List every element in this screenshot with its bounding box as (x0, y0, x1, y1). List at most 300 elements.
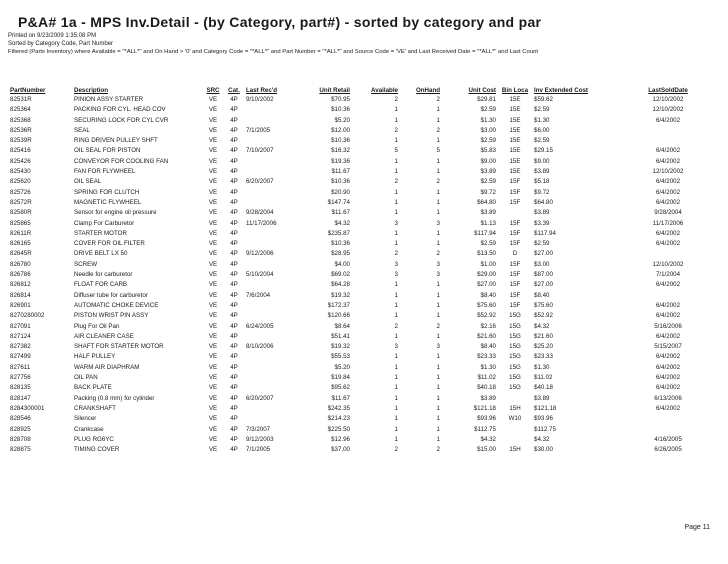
cell-unit-cost: $8.40 (480, 291, 496, 299)
cell-description: Packing (0.8 mm) for cylinder (74, 394, 155, 402)
cell-part-number: 828875 (10, 446, 31, 454)
table-row (8, 383, 724, 393)
cell-on-hand: 1 (436, 415, 440, 423)
cell-on-hand: 1 (436, 291, 440, 299)
cell-unit-retail: $37.00 (331, 446, 350, 454)
cell-unit-cost: $2.59 (480, 178, 496, 186)
cell-inv-extended-cost: $25.20 (534, 343, 553, 351)
cell-last-received (244, 116, 296, 126)
cell-unit-cost: $4.32 (480, 435, 496, 443)
cell-available: 1 (394, 209, 398, 217)
cell-part-number: 825416 (10, 147, 31, 155)
cell-inv-extended-cost: $11.02 (534, 374, 553, 382)
cell-last-sold-date (612, 425, 724, 435)
cell-last-received (244, 363, 296, 373)
column-header-part-number: PartNumber (10, 87, 46, 94)
cell-part-number: 826165 (10, 240, 31, 248)
cell-unit-retail: $20.90 (331, 188, 350, 196)
cell-last-received: 6/24/2005 (246, 322, 274, 330)
cell-last-received (244, 239, 296, 249)
printed-date: Printed on 9/23/2009 1:35:08 PM (8, 33, 97, 39)
cell-unit-cost: $40.18 (477, 384, 496, 392)
cell-src: VE (208, 209, 218, 217)
table-row (8, 105, 724, 115)
table-row (8, 208, 724, 218)
cell-unit-retail: $11.67 (331, 394, 350, 402)
cell-available: 3 (394, 260, 398, 268)
cell-inv-extended-cost: $3.89 (534, 394, 550, 402)
cell-available: 3 (394, 343, 398, 351)
cell-unit-cost: $2.16 (480, 322, 496, 330)
cell-cat: 4P (230, 116, 238, 124)
cell-unit-retail: $69.02 (331, 271, 350, 279)
column-header-available: Available (371, 87, 398, 94)
table-row (8, 116, 724, 126)
table-row (8, 311, 724, 321)
cell-unit-retail: $214.23 (327, 415, 350, 423)
table-row (8, 445, 724, 455)
cell-part-number: 825426 (10, 157, 31, 165)
table-row (8, 404, 724, 414)
cell-on-hand: 1 (436, 332, 440, 340)
cell-last-received (244, 229, 296, 239)
cell-last-received: 9/12/2003 (246, 435, 274, 443)
cell-last-sold-date: 6/4/2002 (655, 198, 681, 206)
table-row (8, 260, 724, 270)
cell-last-received (244, 188, 296, 198)
cell-cat: 4P (230, 240, 238, 248)
cell-bin-location: 15G (509, 322, 521, 330)
cell-on-hand: 1 (436, 209, 440, 217)
cell-available: 1 (394, 116, 398, 124)
cell-cat: 4P (230, 404, 238, 412)
cell-src: VE (208, 363, 218, 371)
cell-bin-location: 15E (509, 116, 521, 124)
cell-src: VE (208, 446, 218, 454)
cell-cat: 4P (230, 394, 238, 402)
cell-part-number: 828546 (10, 415, 31, 423)
cell-inv-extended-cost: $59.62 (534, 96, 553, 103)
filter-info: Filtered (Parts Inventory) where Available = "*ALL*" and On Hand > '0' and Category Code = "*ALL*" and Part Number = "*ALL*" and Source Code = 'VE' and Last Received Date = "*ALL*" and Last Count (8, 49, 538, 55)
cell-cat: 4P (230, 219, 238, 227)
cell-on-hand: 1 (436, 301, 440, 309)
cell-part-number: 82572R (10, 198, 32, 206)
table-row (8, 167, 724, 177)
cell-on-hand: 1 (436, 384, 440, 392)
cell-part-number: 825726 (10, 188, 31, 196)
cell-inv-extended-cost: $117.94 (534, 229, 556, 237)
cell-unit-retail: $10.36 (331, 178, 350, 186)
cell-last-sold-date: 6/4/2002 (655, 353, 681, 361)
cell-available: 2 (394, 322, 398, 330)
cell-available: 1 (394, 106, 398, 114)
cell-on-hand: 2 (436, 446, 440, 454)
cell-available: 2 (394, 446, 398, 454)
cell-inv-extended-cost: $4.32 (534, 322, 550, 330)
cell-src: VE (208, 188, 218, 196)
cell-on-hand: 5 (436, 147, 440, 155)
cell-last-received: 9/10/2002 (246, 96, 274, 103)
cell-available: 1 (394, 168, 398, 176)
cell-part-number: 82611R (10, 229, 32, 237)
cell-description: Needle for carburetor (74, 271, 133, 279)
cell-last-received (244, 352, 296, 362)
cell-cat: 4P (230, 271, 238, 279)
cell-unit-retail: $120.66 (327, 312, 350, 320)
cell-last-received (244, 332, 296, 342)
cell-inv-extended-cost: $75.60 (534, 301, 553, 309)
cell-last-sold-date: 12/10/2002 (652, 106, 684, 114)
cell-unit-retail: $8.64 (334, 322, 350, 330)
cell-part-number: 825368 (10, 116, 31, 124)
cell-src: VE (208, 281, 218, 289)
cell-last-received (244, 280, 296, 290)
cell-unit-retail: $11.67 (331, 209, 350, 217)
cell-description: FLOAT FOR CARB (74, 281, 128, 289)
cell-description: BACK PLATE (74, 384, 112, 392)
cell-description: Clamp For Carburetor (74, 219, 135, 227)
cell-unit-retail: $19.36 (331, 157, 350, 165)
table-row (8, 301, 724, 311)
cell-cat: 4P (230, 332, 238, 340)
column-header-unit-cost: Unit Cost (468, 87, 496, 94)
cell-on-hand: 1 (436, 425, 440, 433)
cell-on-hand: 1 (436, 157, 440, 165)
cell-description: OIL SEAL (74, 178, 102, 186)
cell-src: VE (208, 229, 218, 237)
table-row (8, 425, 724, 435)
table-row (8, 280, 724, 290)
cell-inv-extended-cost: $2.59 (534, 106, 550, 114)
cell-bin-location: 15H (509, 404, 521, 412)
cell-last-sold-date: 6/4/2002 (655, 178, 681, 186)
cell-on-hand: 3 (436, 343, 440, 351)
cell-unit-cost: $15.00 (477, 446, 496, 454)
cell-cat: 4P (230, 353, 238, 361)
cell-last-sold-date: 6/4/2002 (655, 281, 681, 289)
cell-part-number: 826812 (10, 281, 31, 289)
cell-available: 1 (394, 425, 398, 433)
cell-part-number: 827611 (10, 363, 31, 371)
cell-inv-extended-cost: $30.00 (534, 446, 553, 454)
cell-unit-retail: $16.32 (331, 147, 350, 155)
table-row (8, 177, 724, 187)
cell-part-number: 827091 (10, 322, 31, 330)
cell-cat: 4P (230, 363, 238, 371)
cell-available: 1 (394, 312, 398, 320)
table-header-row (8, 86, 724, 95)
cell-bin-location: 15G (509, 343, 521, 351)
cell-description: PISTON WRIST PIN ASSY (74, 312, 149, 320)
cell-unit-retail: $64.28 (331, 281, 350, 289)
cell-available: 1 (394, 137, 398, 145)
cell-last-sold-date (612, 126, 724, 136)
cell-src: VE (208, 332, 218, 340)
cell-part-number: 82531R (10, 96, 32, 103)
cell-available: 1 (394, 157, 398, 165)
cell-src: VE (208, 106, 218, 114)
cell-last-sold-date: 6/4/2002 (655, 240, 681, 248)
cell-last-sold-date: 9/28/2004 (654, 209, 682, 217)
cell-unit-cost: $2.59 (480, 106, 496, 114)
cell-inv-extended-cost: $93.96 (534, 415, 553, 423)
cell-bin-location: 15F (509, 281, 521, 289)
cell-src: VE (208, 219, 218, 227)
cell-on-hand: 2 (436, 178, 440, 186)
cell-inv-extended-cost: $9.72 (534, 188, 550, 196)
cell-cat: 4P (230, 446, 238, 454)
cell-unit-cost: $3.89 (480, 394, 496, 402)
cell-bin-location (498, 208, 532, 218)
cell-bin-location: 15E (509, 106, 521, 114)
table-row (8, 95, 724, 105)
cell-last-sold-date: 6/4/2002 (655, 147, 681, 155)
column-header-bin-location: Bin Loca (501, 87, 529, 94)
cell-last-received (244, 157, 296, 167)
cell-last-sold-date (612, 414, 724, 424)
column-header-on-hand: OnHand (415, 87, 440, 94)
cell-unit-retail: $28.95 (331, 250, 350, 258)
cell-description: Crankcase (74, 425, 104, 433)
cell-available: 2 (394, 96, 398, 103)
cell-bin-location: 15F (509, 198, 521, 206)
cell-src: VE (208, 116, 218, 124)
cell-last-sold-date: 12/10/2002 (652, 96, 684, 103)
cell-available: 1 (394, 332, 398, 340)
cell-src: VE (208, 96, 218, 103)
cell-inv-extended-cost: $27.00 (534, 281, 553, 289)
cell-unit-cost: $3.89 (480, 168, 496, 176)
cell-available: 1 (394, 353, 398, 361)
cell-unit-cost: $8.40 (480, 343, 496, 351)
cell-last-sold-date: 6/4/2002 (655, 188, 681, 196)
cell-available: 1 (394, 374, 398, 382)
table-row (8, 291, 724, 301)
cell-cat: 4P (230, 209, 238, 217)
cell-src: VE (208, 301, 218, 309)
cell-bin-location: 15F (509, 240, 521, 248)
cell-cat: 4P (230, 343, 238, 351)
cell-cat: 4P (230, 229, 238, 237)
cell-on-hand: 2 (436, 126, 440, 134)
cell-part-number: 82580R (10, 209, 32, 217)
cell-src: VE (208, 240, 218, 248)
cell-unit-cost: $64.80 (477, 198, 496, 206)
cell-cat: 4P (230, 281, 238, 289)
cell-available: 1 (394, 229, 398, 237)
cell-last-received (244, 414, 296, 424)
cell-last-received: 6/20/2007 (246, 178, 274, 186)
cell-inv-extended-cost: $21.60 (534, 332, 553, 340)
cell-part-number: 828925 (10, 425, 31, 433)
cell-description: OIL PAN (74, 374, 98, 382)
cell-on-hand: 1 (436, 363, 440, 371)
cell-src: VE (208, 415, 218, 423)
cell-unit-cost: $11.02 (477, 374, 496, 382)
cell-on-hand: 2 (436, 96, 440, 103)
table-row (8, 342, 724, 352)
cell-unit-cost: $3.00 (480, 126, 496, 134)
cell-last-received (244, 311, 296, 321)
cell-unit-cost: $2.59 (480, 137, 496, 145)
cell-inv-extended-cost: $52.92 (534, 312, 553, 320)
table-row (8, 146, 724, 156)
cell-bin-location: 15E (509, 168, 521, 176)
cell-unit-retail: $12.00 (331, 126, 350, 134)
cell-available: 1 (394, 394, 398, 402)
cell-description: SCREW (74, 260, 98, 268)
cell-unit-retail: $95.62 (331, 384, 350, 392)
cell-unit-cost: $21.60 (477, 332, 496, 340)
cell-on-hand: 1 (436, 229, 440, 237)
cell-unit-cost: $3.89 (480, 209, 496, 217)
cell-inv-extended-cost: $2.59 (534, 137, 550, 145)
cell-bin-location: 15H (509, 446, 521, 454)
cell-part-number: 827756 (10, 374, 31, 382)
cell-src: VE (208, 394, 218, 402)
cell-bin-location: 15F (509, 219, 521, 227)
cell-inv-extended-cost: $1.30 (534, 363, 550, 371)
cell-cat: 4P (230, 260, 238, 268)
cell-bin-location: W10 (508, 415, 522, 423)
column-header-last-sold-date: LastSoldDate (648, 87, 688, 94)
cell-bin-location: 15E (509, 96, 521, 103)
cell-last-received: 7/10/2007 (246, 147, 274, 155)
cell-description: DRIVE BELT LX 50 (74, 250, 128, 258)
cell-part-number: 826814 (10, 291, 31, 299)
cell-part-number: 8284300001 (10, 404, 45, 412)
cell-unit-cost: $13.50 (477, 250, 496, 258)
table-row (8, 198, 724, 208)
cell-bin-location: D (512, 250, 518, 258)
cell-bin-location: 15G (509, 374, 521, 382)
cell-cat: 4P (230, 384, 238, 392)
column-header-unit-retail: Unit Retail (319, 87, 350, 94)
cell-cat: 4P (230, 147, 238, 155)
cell-on-hand: 1 (436, 435, 440, 443)
cell-description: PLUG RG6YC (74, 435, 114, 443)
table-row (8, 239, 724, 249)
cell-last-received: 6/20/2007 (246, 394, 274, 402)
cell-description: WARM AIR DIAPHRAM (74, 363, 140, 371)
cell-cat: 4P (230, 435, 238, 443)
cell-src: VE (208, 271, 218, 279)
cell-last-received: 11/17/2006 (246, 219, 277, 227)
cell-last-received: 7/6/2004 (246, 291, 271, 299)
cell-unit-cost: $1.30 (480, 116, 496, 124)
table-row (8, 219, 724, 229)
cell-on-hand: 1 (436, 312, 440, 320)
cell-cat: 4P (230, 168, 238, 176)
cell-on-hand: 1 (436, 240, 440, 248)
cell-last-sold-date: 12/10/2002 (652, 168, 684, 176)
cell-available: 1 (394, 281, 398, 289)
cell-last-sold-date: 6/13/2006 (654, 394, 682, 402)
cell-description: AUTOMATIC CHOKE DEVICE (74, 301, 159, 309)
cell-part-number: 825620 (10, 178, 31, 186)
cell-last-sold-date: 6/4/2002 (655, 332, 681, 340)
cell-last-sold-date (612, 249, 724, 259)
cell-inv-extended-cost: $29.15 (534, 147, 553, 155)
cell-bin-location: 15F (509, 291, 521, 299)
cell-inv-extended-cost: $3.39 (534, 219, 550, 227)
sort-info: Sorted by Category Code, Part Number (8, 41, 114, 47)
cell-unit-cost: $112.75 (474, 425, 496, 433)
cell-part-number: 825430 (10, 168, 31, 176)
cell-inv-extended-cost: $40.18 (534, 384, 553, 392)
cell-available: 1 (394, 291, 398, 299)
cell-available: 1 (394, 188, 398, 196)
cell-on-hand: 1 (436, 188, 440, 196)
table-row (8, 126, 724, 136)
cell-part-number: 82645R (10, 250, 32, 258)
column-header-inv-extended-cost: Inv Extended Cost (534, 87, 588, 94)
cell-last-sold-date (612, 291, 724, 301)
cell-description: AIR CLEANER CASE (74, 332, 134, 340)
cell-on-hand: 1 (436, 168, 440, 176)
cell-unit-cost: $29.00 (477, 271, 496, 279)
cell-description: TIMING COVER (74, 446, 120, 454)
cell-src: VE (208, 198, 218, 206)
cell-cat: 4P (230, 415, 238, 423)
cell-cat: 4P (230, 312, 238, 320)
cell-src: VE (208, 312, 218, 320)
cell-bin-location (498, 394, 532, 404)
table-row (8, 373, 724, 383)
table-row (8, 229, 724, 239)
cell-inv-extended-cost: $64.80 (534, 198, 553, 206)
cell-cat: 4P (230, 250, 238, 258)
cell-available: 1 (394, 384, 398, 392)
cell-last-sold-date: 6/4/2002 (655, 363, 681, 371)
cell-part-number: 828135 (10, 384, 31, 392)
cell-src: VE (208, 147, 218, 155)
cell-last-received: 9/28/2004 (246, 209, 274, 217)
cell-inv-extended-cost: $1.30 (534, 116, 550, 124)
inventory-table (8, 86, 724, 455)
table-row (8, 270, 724, 280)
cell-description: Silencer (74, 415, 97, 423)
cell-on-hand: 2 (436, 250, 440, 258)
table-row (8, 414, 724, 424)
table-row (8, 157, 724, 167)
cell-cat: 4P (230, 126, 238, 134)
cell-on-hand: 1 (436, 106, 440, 114)
cell-src: VE (208, 157, 218, 165)
cell-inv-extended-cost: $9.00 (534, 157, 550, 165)
cell-src: VE (208, 126, 218, 134)
cell-part-number: 8270280002 (10, 312, 45, 320)
table-row (8, 136, 724, 146)
cell-part-number: 825865 (10, 219, 31, 227)
cell-on-hand: 3 (436, 271, 440, 279)
cell-available: 3 (394, 219, 398, 227)
cell-on-hand: 1 (436, 404, 440, 412)
cell-last-received: 7/1/2005 (246, 126, 271, 134)
cell-unit-cost: $27.00 (477, 281, 496, 289)
cell-bin-location: 15F (509, 188, 521, 196)
cell-last-sold-date: 6/4/2002 (655, 312, 681, 320)
cell-last-sold-date: 4/16/2005 (654, 435, 682, 443)
cell-on-hand: 3 (436, 260, 440, 268)
cell-inv-extended-cost: $8.40 (534, 291, 550, 299)
cell-inv-extended-cost: $3.89 (534, 168, 550, 176)
cell-on-hand: 1 (436, 374, 440, 382)
cell-bin-location: 15G (509, 384, 521, 392)
cell-on-hand: 1 (436, 137, 440, 145)
cell-description: Sensor for engine oil pressure (74, 209, 157, 217)
cell-inv-extended-cost: $121.18 (534, 404, 557, 412)
